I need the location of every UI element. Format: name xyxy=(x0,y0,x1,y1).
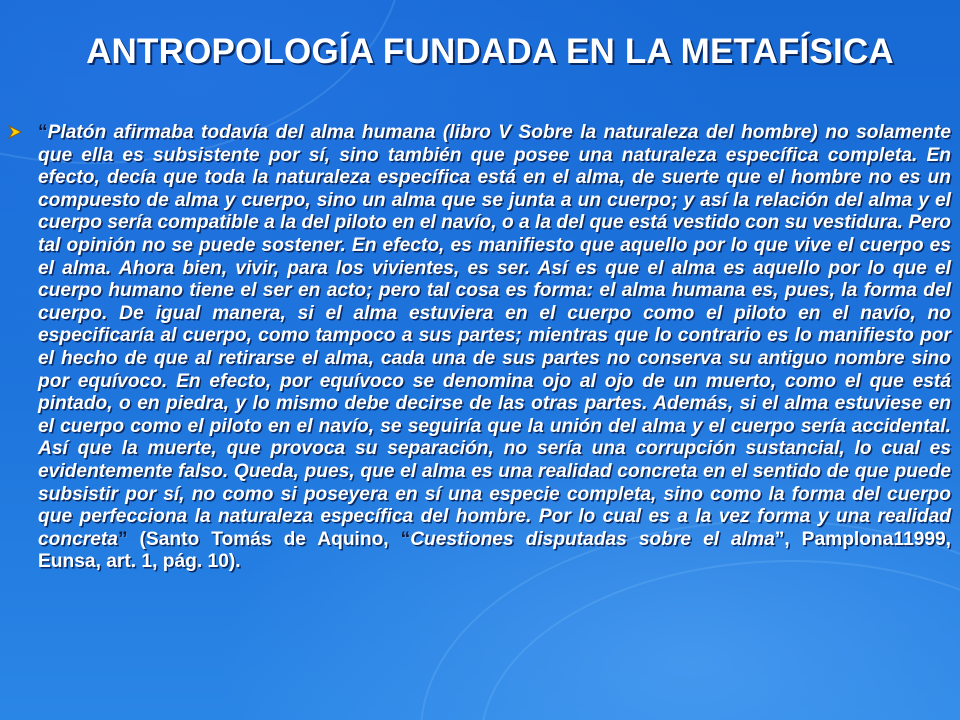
citation-title: Cuestiones disputadas sobre el alma xyxy=(410,528,775,550)
arrowhead-bullet-icon xyxy=(8,125,22,139)
open-quote-mark: “ xyxy=(38,122,48,143)
close-quote-mark: ” xyxy=(117,528,128,550)
quote-text: Platón afirmaba todavía del alma humana (libro V Sobre la naturaleza del hombre) no solamente que ella es subsistente por sí, sino también que posee una naturaleza específica completa. En efecto, decía que toda la naturaleza específica está en el alma, de suerte que el hombre no es un compuesto de alma y cuerpo, sino un alma que se junta a un cuerpo; y así la relación del alma y el cuerpo sería compatible a la del piloto en el navío, o a la del que está vestido con su vestidura. Pero tal opinión no se puede sostener. En efecto, es manifiesto que aquello por lo que vive el cuerpo es el alma. Ahora bien, vivir, para los vivientes, es ser. Así es que el alma es aquello por lo que el cuerpo humano tiene el ser en acto; pero tal cosa es forma: el alma humana es, pues, la forma del cuerpo. De igual manera, si el alma estuviera en el cuerpo como el piloto en el navío, no especificaría al cuerpo, como tampoco a sus partes; mientras que lo contrario es lo manifiesto por el hecho de que al retirarse el alma, cada una de sus partes no conserva su antiguo nombre sino por equívoco. En efecto, por equívoco se denomina ojo al ojo de un muerto, como el que está pintado, o en piedra, y lo mismo debe decirse de las otras partes. Además, si el alma estuviese en el cuerpo como el piloto en el navío, se seguiría que la unión del alma y el cuerpo sería accidental. Así que la muerte, que provoca su separación, no sería una corrupción sustancial, lo cual es evidentemente falso. Queda, pues, que el alma es una realidad concreta en el sentido de que puede subsistir por sí, no como si poseyera en sí una especie completa, sino como la forma del cuerpo que perfecciona la naturaleza específica del hombre. Por lo cual es a la vez forma y una realidad concreta xyxy=(38,122,951,550)
slide-title: ANTROPOLOGÍA FUNDADA EN LA METAFÍSICA xyxy=(86,32,894,71)
background-swirl xyxy=(480,560,960,720)
citation-open-quote-mark: “ xyxy=(400,528,411,550)
citation-suffix: , Pamplona11999, Eunsa, art. 1, pág. 10). xyxy=(38,528,951,573)
citation-prefix: (Santo Tomás de Aquino, xyxy=(127,528,401,550)
citation-close-quote-mark: ” xyxy=(774,528,785,550)
quote-paragraph xyxy=(38,122,951,574)
